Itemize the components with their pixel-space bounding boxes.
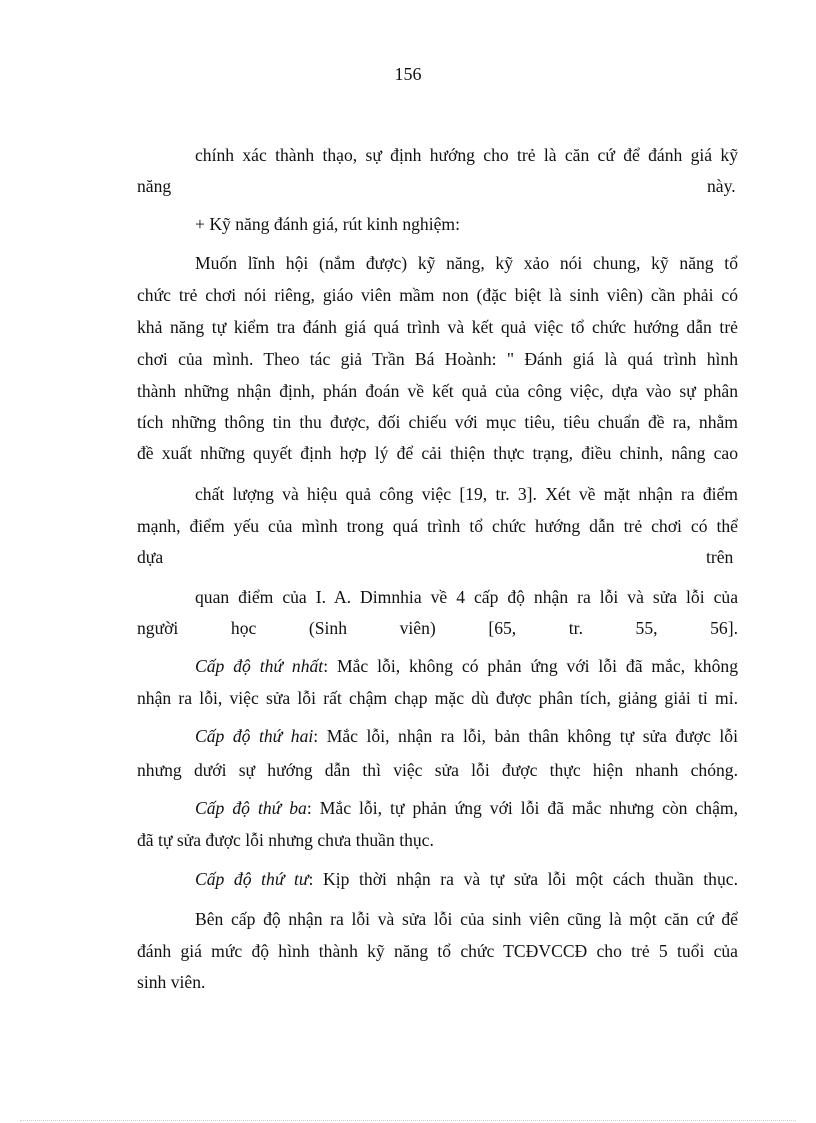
level-4-label: Cấp độ thứ tư — [195, 869, 309, 889]
text-line: Bên cấp độ nhận ra lỗi và sửa lỗi của sinh viên cũng là một căn cứ để — [195, 909, 738, 929]
text-line: mạnh, điểm yếu của mình trong quá trình tổ chức hướng dẫn trẻ chơi có thể — [137, 516, 738, 536]
text-line: chơi của mình. Theo tác giả Trần Bá Hoành: " Đánh giá là quá trình hình — [137, 349, 738, 369]
level-1-text: : Mắc lỗi, không có phản ứng với lỗi đã mắc, không — [323, 656, 738, 676]
text-line: năng — [137, 176, 172, 196]
level-3-line — [195, 796, 738, 820]
text-line: này. — [707, 176, 736, 196]
level-2-text: : Mắc lỗi, nhận ra lỗi, bản thân không tự sửa được lỗi — [313, 726, 738, 746]
text-line: người học (Sinh viên) [65, tr. 55, 56]. — [137, 618, 738, 638]
text-line: nhận ra lỗi, việc sửa lỗi rất chậm chạp mặc dù được phân tích, giảng giải tỉ mỉ. — [137, 688, 738, 708]
level-1-label: Cấp độ thứ nhất — [195, 656, 324, 676]
text-line: đánh giá mức độ hình thành kỹ năng tổ chức TCĐVCCĐ cho trẻ 5 tuổi của — [137, 941, 738, 961]
level-2-line — [195, 724, 738, 748]
level-1-line — [195, 654, 738, 678]
text-line: sinh viên. — [137, 972, 206, 992]
text-line: Muốn lĩnh hội (nắm được) kỹ năng, kỹ xảo nói chung, kỹ năng tổ — [195, 253, 738, 273]
level-3-text: : Mắc lỗi, tự phản ứng với lỗi đã mắc nhưng còn chậm, — [306, 798, 738, 818]
text-line: đề xuất những quyết định hợp lý để cải thiện thực trạng, điều chỉnh, nâng cao — [137, 443, 738, 463]
level-3-label: Cấp độ thứ ba — [195, 798, 307, 818]
text-line: dựa — [137, 547, 164, 567]
text-line: thành những nhận định, phán đoán về kết quả của công việc, dựa vào sự phân — [137, 381, 738, 401]
bottom-rule — [20, 1120, 796, 1121]
level-4-text: : Kịp thời nhận ra và tự sửa lỗi một cách thuần thục. — [308, 869, 738, 889]
text-line: nhưng dưới sự hướng dẫn thì việc sửa lỗi được thực hiện nhanh chóng. — [137, 760, 738, 780]
text-line: chính xác thành thạo, sự định hướng cho trẻ là căn cứ để đánh giá kỹ — [195, 145, 738, 165]
section-heading: + Kỹ năng đánh giá, rút kinh nghiệm: — [195, 214, 460, 234]
text-line: quan điểm của I. A. Dimnhia về 4 cấp độ nhận ra lỗi và sửa lỗi của — [195, 587, 738, 607]
page-number: 156 — [394, 64, 422, 84]
text-line: trên — [706, 547, 734, 567]
level-2-label: Cấp độ thứ hai — [195, 726, 314, 746]
text-line: chức trẻ chơi nói riêng, giáo viên mầm non (đặc biệt là sinh viên) cần phải có — [137, 285, 738, 305]
text-line: đã tự sửa được lỗi nhưng chưa thuần thục. — [137, 830, 434, 850]
text-line: khả năng tự kiểm tra đánh giá quá trình và kết quả việc tổ chức hướng dẫn trẻ — [137, 317, 738, 337]
text-line: tích những thông tin thu được, đối chiếu với mục tiêu, tiêu chuẩn đề ra, nhằm — [137, 412, 738, 432]
text-line: chất lượng và hiệu quả công việc [19, tr. 3]. Xét về mặt nhận ra điểm — [195, 484, 738, 504]
level-4-line — [195, 867, 738, 891]
